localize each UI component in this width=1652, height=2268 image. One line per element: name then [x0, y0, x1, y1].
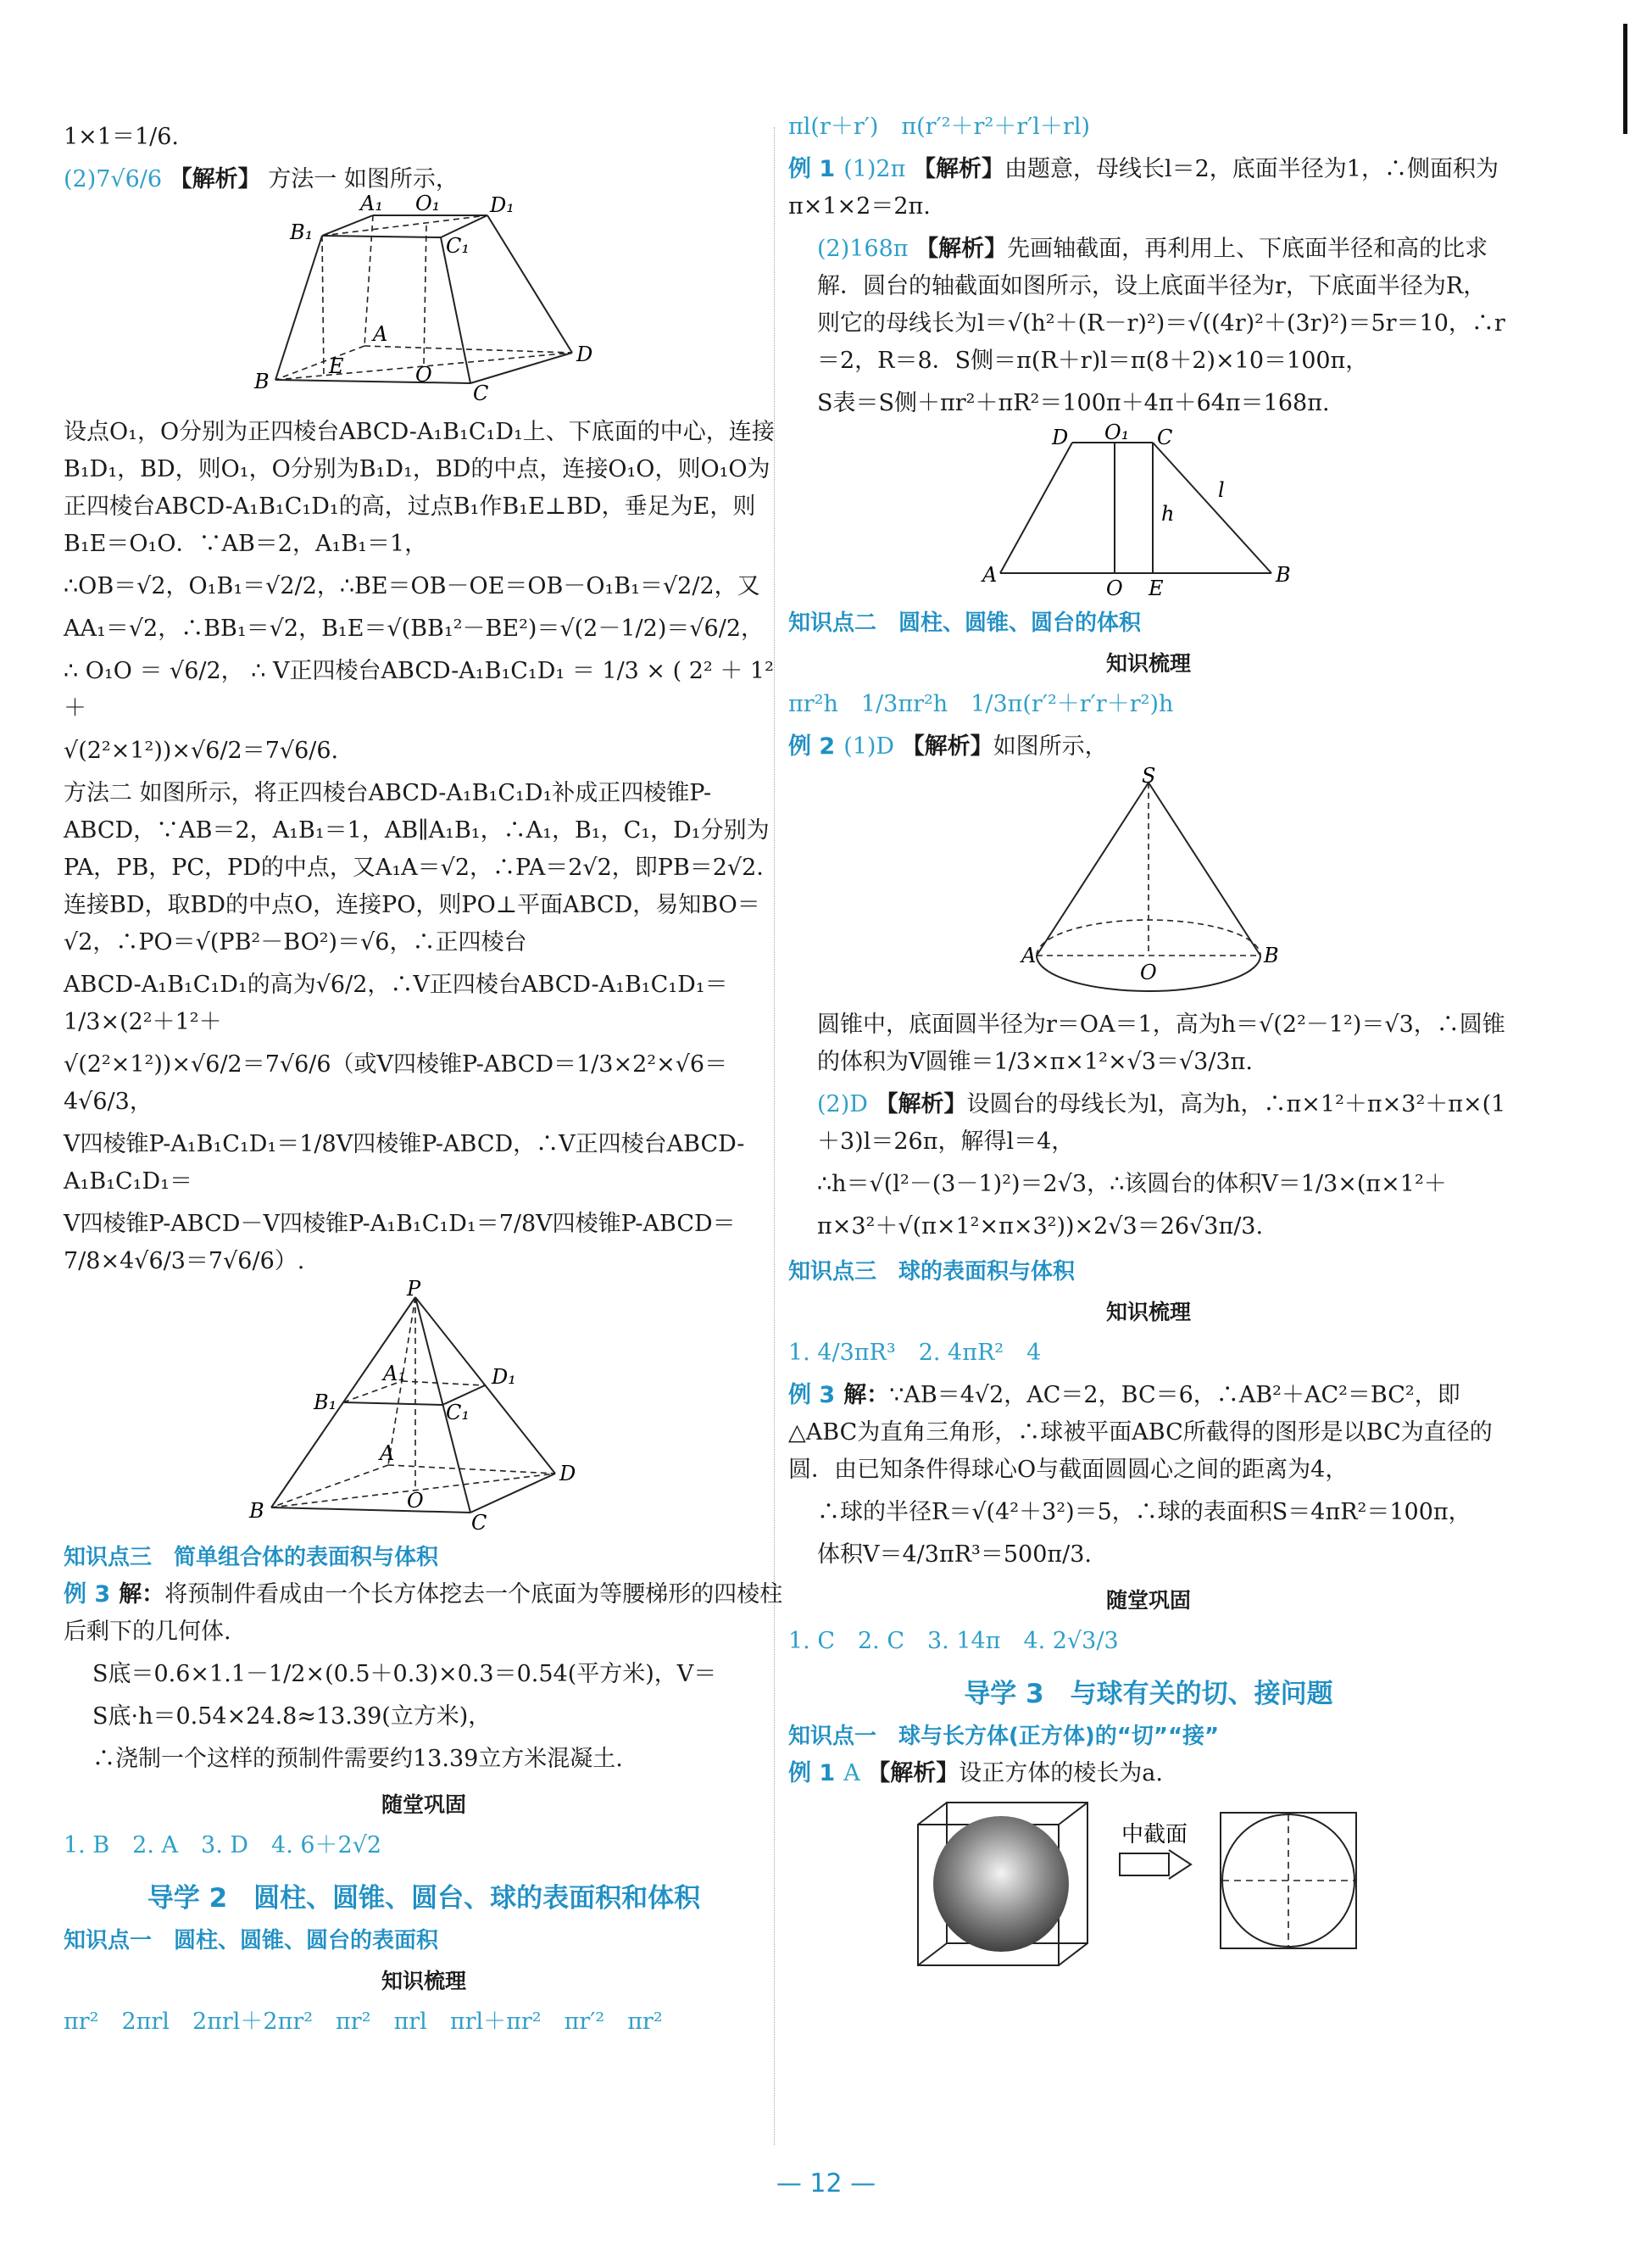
example-line: π×3²＋√(π×1²×π×3²))×2√3＝26√3π/3. — [817, 1213, 1264, 1240]
label-B: B — [249, 1499, 264, 1523]
left-column — [64, 119, 784, 2046]
formula-answers: πr² 2πrl 2πrl＋2πr² πr² πrl πrl＋πr² πr′² πr² — [64, 2009, 663, 2035]
right-column — [788, 109, 1509, 1974]
review-answers: 1. B 2. A 3. D 4. 6＋2√2 — [64, 1832, 382, 1858]
sphere-in-cube-figure — [911, 1797, 1386, 1967]
example-3 — [64, 1576, 784, 1651]
label-O: O — [1140, 961, 1157, 984]
knowledge-point-2-title: 知识点二 圆柱、圆锥、圆台的体积 — [788, 610, 1142, 636]
label-S: S — [1142, 764, 1156, 788]
label-A1: A₁ — [383, 1362, 406, 1385]
label-A: A — [380, 1441, 395, 1465]
page-number: — 12 — — [776, 2169, 876, 2198]
label-B: B — [1264, 944, 1279, 967]
answer-line: 1×1＝1/6. — [64, 124, 180, 150]
label-O: O — [407, 1489, 424, 1513]
analysis-tag: 【解析】 — [901, 733, 993, 760]
example-text: 设正方体的棱长为a. — [959, 1760, 1163, 1786]
example-text: ∵AB＝4√2，AC＝2，BC＝6，∴AB²＋AC²＝BC²，即△ABC为直角三角形，∴球被平面ABC所截得的图形是以BC为直径的圆．由已知条件得球心O与截面圆圆心之间的距离为4， — [788, 1382, 1493, 1483]
label-C: C — [1157, 426, 1173, 449]
label-D1: D₁ — [492, 1365, 516, 1389]
example-line: S表＝S侧＋πr²＋πR²＝100π＋4π＋64π＝168π. — [817, 390, 1330, 416]
label-B: B — [1276, 563, 1291, 587]
label-C1: C₁ — [446, 1401, 470, 1424]
label-E: E — [329, 354, 344, 378]
answer-value: (1)D — [843, 733, 895, 760]
example-label: 例 3 — [788, 1382, 836, 1408]
answer-value: (2)7√6/6 — [64, 166, 163, 192]
label-O: O — [1106, 577, 1123, 600]
method1-paragraph: 设点O₁，O分别为正四棱台ABCD-A₁B₁C₁D₁上、下底面的中心，连接B₁D₁，BD，则O₁，O分别为B₁D₁，BD的中点，连接O₁O，则O₁O为正四棱台ABCD-A₁B₁C₁D₁的高，过点B₁作B₁E⊥BD，垂足为E，则B₁E＝O₁O．∵AB＝2，A₁B₁＝1， — [64, 419, 775, 557]
knowledge-point-3-title: 知识点三 简单组合体的表面积与体积 — [64, 1545, 439, 1570]
solution-tag: 解： — [119, 1581, 165, 1608]
example-text: 先画轴截面，再利用上、下底面半径和高的比求解．圆台的轴截面如图所示，设上底面半径为r，下底面半径为R，则它的母线长为l＝√(h²＋(R－r)²)＝√((4r)²＋(3r)²)＝5r＝10，∴r＝2，R＝8．S侧＝π(R＋r)l＝π(8＋2)×10＝100π， — [817, 236, 1505, 374]
label-B1: B₁ — [314, 1390, 337, 1414]
method2-paragraph: 方法二 如图所示，将正四棱台ABCD-A₁B₁C₁D₁补成正四棱锥P-ABCD，∵AB＝2，A₁B₁＝1，AB∥A₁B₁，∴A₁，B₁，C₁，D₁分别为PA，PB，PC，PD的中点，又A₁A＝√2，∴PA＝2√2，即PB＝2√2．连接BD，取BD的中点O，连接PO，则PO⊥平面ABCD，易知BO＝√2，∴PO＝√(PB²－BO²)＝√6，∴正四棱台 — [64, 780, 780, 956]
analysis-tag: 【解析】 — [915, 236, 1008, 262]
example-line: 体积V＝4/3πR³＝500π/3. — [817, 1541, 1092, 1568]
knowledge-summary-title: 知识梳理 — [1105, 1300, 1191, 1324]
method2-line: V四棱锥P-ABCD－V四棱锥P-A₁B₁C₁D₁＝7/8V四棱锥P-ABCD＝7/8×4√6/3＝7√6/6）. — [64, 1211, 736, 1274]
guide-2-title: 导学 2 圆柱、圆锥、圆台、球的表面积和体积 — [147, 1883, 701, 1914]
example-text: 将预制件看成由一个长方体挖去一个底面为等腰梯形的四棱柱后剩下的几何体. — [64, 1581, 783, 1645]
label-A: A — [982, 563, 998, 587]
label-O: O — [415, 363, 432, 387]
example-1-part-1 — [788, 151, 1509, 226]
example-2-part-2 — [788, 1086, 1509, 1161]
example-line: S底＝0.6×1.1－1/2×(0.5＋0.3)×0.3＝0.54(平方米)，V＝ — [92, 1661, 717, 1687]
example-label: 例 3 — [64, 1581, 111, 1608]
analysis-tag: 【解析】 — [875, 1091, 967, 1117]
label-A1: A₁ — [360, 192, 383, 215]
knowledge-point-3-title: 知识点三 球的表面积与体积 — [788, 1259, 1076, 1284]
guide-3-title: 导学 3 与球有关的切、接问题 — [964, 1679, 1333, 1709]
label-B: B — [254, 370, 270, 393]
answer-value: (1)2π — [843, 156, 906, 182]
label-E: E — [1149, 577, 1164, 600]
example-2-part-1 — [788, 728, 1509, 766]
label-l: l — [1218, 478, 1225, 502]
label-A: A — [373, 322, 388, 346]
label-D: D — [576, 343, 593, 366]
example-text: 由题意，母线长l＝2，底面半径为1，∴侧面积为π×1×2＝2π. — [788, 156, 1499, 220]
knowledge-summary-title: 知识梳理 — [381, 1969, 466, 1993]
answer-value: A — [843, 1760, 860, 1786]
example-3 — [788, 1377, 1509, 1489]
method1-line: √(2²×1²))×√6/2＝7√6/6. — [64, 738, 339, 764]
method2-line: ABCD-A₁B₁C₁D₁的高为√6/2，∴V正四棱台ABCD-A₁B₁C₁D₁＝1/3×(2²＋1²＋ — [64, 972, 728, 1035]
formula-answers: 1. 4/3πR³ 2. 4πR² 4 — [788, 1340, 1042, 1366]
example-1-part-2 — [788, 231, 1509, 380]
review-title: 随堂巩固 — [381, 1792, 466, 1817]
method-label: 方法一 如图所示， — [268, 166, 459, 192]
frustum-figure — [246, 192, 602, 407]
formula-answers-top: πl(r＋r′) π(r′²＋r²＋r′l＋rl) — [788, 114, 1091, 140]
answer-value: (2)168π — [817, 236, 909, 262]
example-line: S底·h＝0.54×24.8≈13.39(立方米)， — [92, 1703, 492, 1730]
frustum-cross-section-figure — [979, 421, 1318, 600]
example-label: 例 2 — [788, 733, 836, 760]
method1-line: ∴OB＝√2，O₁B₁＝√2/2，∴BE＝OB－OE＝OB－O₁B₁＝√2/2，又 — [64, 573, 760, 599]
g3-knowledge-point-1-title: 知识点一 球与长方体(正方体)的“切”“接” — [788, 1724, 1220, 1749]
knowledge-summary-title: 知识梳理 — [1105, 651, 1191, 676]
example-text: 设圆台的母线长为l，高为h，∴π×1²＋π×3²＋π×(1＋3)l＝26π，解得l＝4， — [817, 1091, 1506, 1155]
g3-example-1 — [788, 1755, 1509, 1792]
analysis-tag: 【解析】 — [169, 166, 261, 192]
label-D: D — [1052, 426, 1069, 449]
example-label: 例 1 — [788, 156, 836, 182]
review-title: 随堂巩固 — [1105, 1588, 1191, 1613]
solution-tag: 解： — [843, 1382, 890, 1408]
label-D1: D₁ — [490, 193, 515, 217]
pyramid-figure — [237, 1277, 610, 1535]
label-A: A — [1021, 944, 1037, 967]
method2-line: V四棱锥P-A₁B₁C₁D₁＝1/8V四棱锥P-ABCD，∴V正四棱台ABCD-A₁B₁C₁D₁＝ — [64, 1131, 745, 1195]
label-B1: B₁ — [290, 220, 314, 244]
example-label: 例 1 — [788, 1760, 836, 1786]
page-edge-bar — [1623, 24, 1627, 134]
example-line: ∴h＝√(l²－(3－1)²)＝2√3，∴该圆台的体积V＝1/3×(π×1²＋ — [817, 1171, 1447, 1197]
label-C: C — [471, 1511, 487, 1535]
answer-value: (2)D — [817, 1091, 868, 1117]
label-P: P — [407, 1277, 421, 1301]
analysis-tag: 【解析】 — [867, 1760, 959, 1786]
arrow-label: 中截面 — [1121, 1822, 1188, 1847]
example-line: 圆锥中，底面圆半径为r＝OA＝1，高为h＝√(2²－1²)＝√3，∴圆锥的体积为V圆锥＝1/3×π×1²×√3＝√3/3π. — [817, 1011, 1505, 1075]
label-O1: O₁ — [1104, 421, 1130, 444]
review-answers: 1. C 2. C 3. 14π 4. 2√3/3 — [788, 1628, 1119, 1654]
label-D: D — [559, 1462, 576, 1485]
label-C: C — [473, 382, 489, 405]
cone-figure — [1021, 764, 1279, 1000]
method1-line: AA₁＝√2，∴BB₁＝√2，B₁E＝√(BB₁²－BE²)＝√(2－1/2)＝√6/2， — [64, 616, 765, 642]
label-h: h — [1161, 502, 1175, 526]
label-O1: O₁ — [415, 192, 441, 215]
example-line: ∴球的半径R＝√(4²＋3²)＝5，∴球的表面积S＝4πR²＝100π， — [817, 1499, 1471, 1525]
method2-line: √(2²×1²))×√6/2＝7√6/6（或V四棱锥P-ABCD＝1/3×2²×√6＝4√6/3， — [64, 1051, 728, 1115]
example-line: ∴浇制一个这样的预制件需要约13.39立方米混凝土. — [92, 1746, 623, 1772]
method1-line: ∴ O₁O ＝ √6/2， ∴ V正四棱台ABCD-A₁B₁C₁D₁ ＝ 1/3 × ( 2² ＋ 1² ＋ — [64, 658, 774, 722]
analysis-tag: 【解析】 — [912, 156, 1004, 182]
formula-answers: πr²h 1/3πr²h 1/3π(r′²＋r′r＋r²)h — [788, 691, 1174, 717]
g2-knowledge-point-1-title: 知识点一 圆柱、圆锥、圆台的表面积 — [64, 1928, 439, 1953]
label-C1: C₁ — [446, 234, 470, 258]
example-text: 如图所示， — [993, 733, 1108, 760]
